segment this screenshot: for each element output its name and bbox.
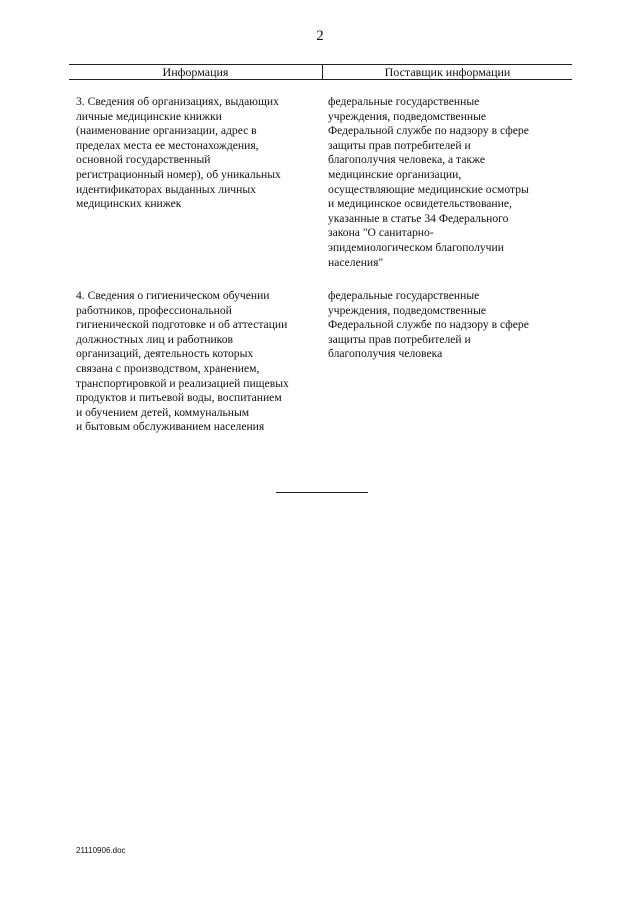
table-header xyxy=(69,64,572,80)
table-row-4-information: 4. Сведения о гигиеническом обучении работников, профессиональной гигиенической подготовке и об аттестации должностных лиц и работников организаций, деятельность которых связана с производством, хранением, транспортировкой и реализацией пищевых продуктов и питьевой воды, воспитанием и обучением детей, коммунальным и бытовым обслуживанием населения xyxy=(76,289,289,434)
column-header-information: Информация xyxy=(162,65,229,79)
table-row-4-provider: федеральные государственные учреждения, подведомственные Федеральной службе по надзору в сфере защиты прав потребителей и благополучия человека xyxy=(328,289,529,361)
page-number: 2 xyxy=(316,28,324,44)
file-code: 21110906.doc xyxy=(76,846,126,855)
table-row-3-provider: федеральные государственные учреждения, подведомственные Федеральной службе по надзору в сфере защиты прав потребителей и благополучия человека, а также медицинские организации, осуществляющие медицинские осмотры и медицинское освидетельствование, указанные в статье 34 Федерального закона "О санитарно- эпидемиологическом благополучии населения" xyxy=(328,95,529,269)
document-end-rule xyxy=(276,492,368,493)
table-row-3-information: 3. Сведения об организациях, выдающих личные медицинские книжки (наименование организации, адрес в пределах места ее местонахождения, основной государственный регистрационный номер), об уникальных идентификаторах выданных личных медицинских книжек xyxy=(76,95,281,211)
column-header-provider: Поставщик информации xyxy=(384,65,511,79)
